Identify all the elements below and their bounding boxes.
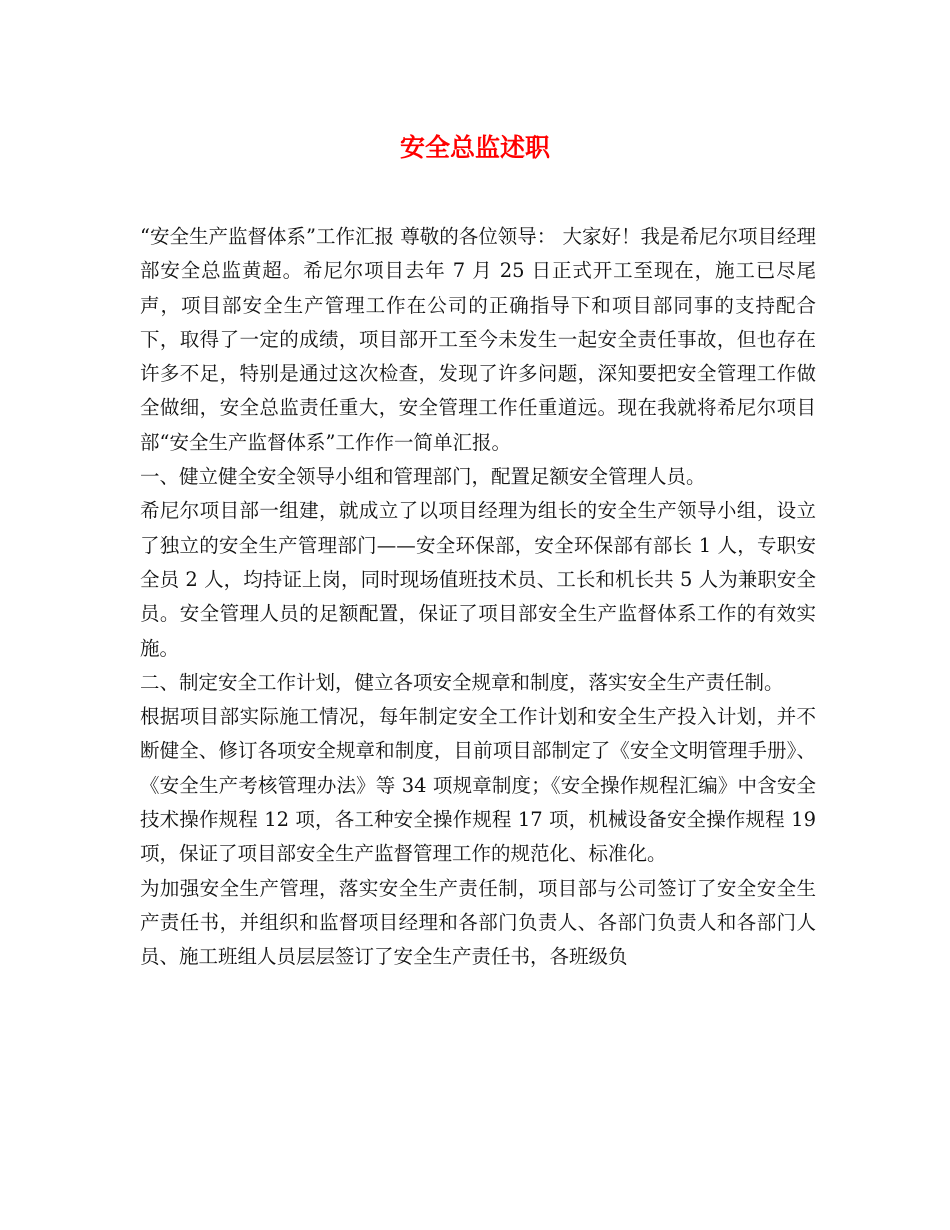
document-title: 安全总监述职 bbox=[399, 133, 550, 162]
paragraph-section-2: 根据项目部实际施工情况，每年制定安全工作计划和安全生产投入计划，并不断健全、修订各项安全规章和制度，目前项目部制定了《安全文明管理手册》、《安全生产考核管理办法》等 34 项规章制度；《安全操作规程汇编》中含安全技术操作规程 12 项，各工种安全操作规程 17 项，机械设备安全操作规程 19 项，保证了项目部安全生产监督管理工作的规范化、标准化。 bbox=[140, 705, 816, 866]
paragraph-section-1: 希尼尔项目部一组建，就成立了以项目经理为组长的安全生产领导小组，设立了独立的安全生产管理部门——安全环保部，安全环保部有部长 1 人，专职安全员 2 人，均持证上岗，同时现场值班技术员、工长和机长共 5 人为兼职安全员。安全管理人员的足额配置，保证了项目部安全生产监督体系工作的有效实施。 bbox=[140, 499, 816, 660]
section-heading-1: 一、健立健全安全领导小组和管理部门，配置足额安全管理人员。 bbox=[140, 465, 706, 489]
paragraph-intro: “安全生产监督体系”工作汇报 尊敬的各位领导： 大家好！我是希尼尔项目经理部安全总监黄超。希尼尔项目去年 7 月 25 日正式开工至现在，施工已尽尾声，项目部安全生产管理工作在公司的正确指导下和项目部同事的支持配合下，取得了一定的成绩，项目部开工至今未发生一起安全责任事故，但也存在许多不足，特别是通过这次检查，发现了许多问题，深知要把安全管理工作做全做细，安全总监责任重大，安全管理工作任重道远。现在我就将希尼尔项目部“安全生产监督体系”工作作一简单汇报。 bbox=[140, 225, 816, 454]
section-heading-2: 二、制定安全工作计划，健立各项安全规章和制度，落实安全生产责任制。 bbox=[140, 670, 784, 694]
document-body bbox=[140, 220, 816, 975]
paragraph-responsibility: 为加强安全生产管理，落实安全生产责任制，项目部与公司签订了安全安全生产责任书，并组织和监督项目经理和各部门负责人、各部门负责人和各部门人员、施工班组人员层层签订了安全生产责任书，各班级负 bbox=[140, 876, 816, 969]
